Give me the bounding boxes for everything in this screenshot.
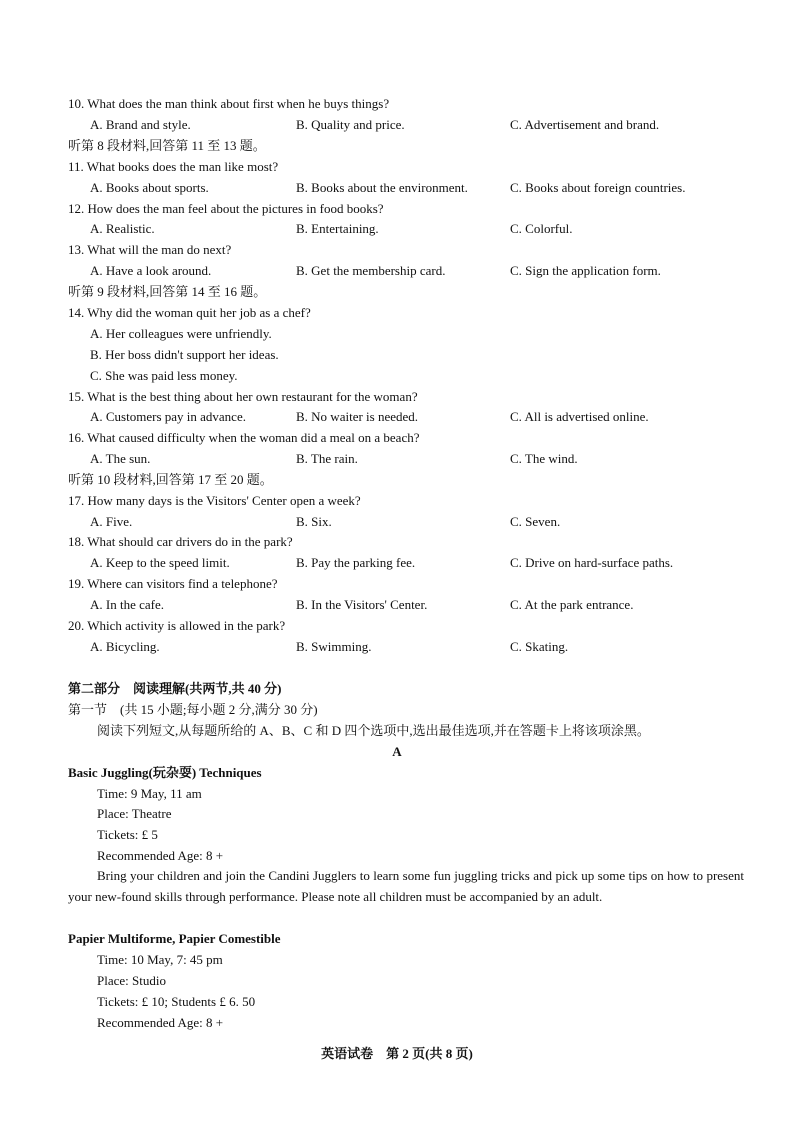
section1-title: 第一节 (共 15 小题;每小题 2 分,满分 30 分) <box>68 702 318 717</box>
q14-option-b: B. Her boss didn't support her ideas. <box>90 347 279 362</box>
event1-age: Recommended Age: 8 + <box>97 848 224 863</box>
q20-option-a: A. Bicycling. <box>90 639 160 654</box>
q19-option-a: A. In the cafe. <box>90 597 164 612</box>
event2-title: Papier Multiforme, Papier Comestible <box>68 931 281 946</box>
q13-option-b: B. Get the membership card. <box>296 263 446 278</box>
q20-option-c: C. Skating. <box>510 639 569 654</box>
q14-option-a: A. Her colleagues were unfriendly. <box>90 326 272 341</box>
q13-option-c: C. Sign the application form. <box>510 263 661 278</box>
question-17: 17. How many days is the Visitors' Center open a week? <box>68 493 361 508</box>
q15-option-c: C. All is advertised online. <box>510 409 649 424</box>
q18-option-b: B. Pay the parking fee. <box>296 555 416 570</box>
q16-option-b: B. The rain. <box>296 451 358 466</box>
q10-option-b: B. Quality and price. <box>296 117 405 132</box>
question-10: 10. What does the man think about first when he buys things? <box>68 96 390 111</box>
q18-option-a: A. Keep to the speed limit. <box>90 555 230 570</box>
q11-option-b: B. Books about the environment. <box>296 180 468 195</box>
instruction-material-9: 听第 9 段材料,回答第 14 至 16 题。 <box>68 284 267 299</box>
q17-option-b: B. Six. <box>296 514 332 529</box>
q12-option-a: A. Realistic. <box>90 221 155 236</box>
question-14: 14. Why did the woman quit her job as a chef? <box>68 305 311 320</box>
q14-option-c: C. She was paid less money. <box>90 368 238 383</box>
question-19: 19. Where can visitors find a telephone? <box>68 576 278 591</box>
q15-option-b: B. No waiter is needed. <box>296 409 419 424</box>
q19-option-b: B. In the Visitors' Center. <box>296 597 428 612</box>
section1-instruction: 阅读下列短文,从每题所给的 A、B、C 和 D 四个选项中,选出最佳选项,并在答题卡上将该项涂黑。 <box>97 723 650 738</box>
event2-age: Recommended Age: 8 + <box>97 1015 224 1030</box>
event1-time: Time: 9 May, 11 am <box>97 786 202 801</box>
passage-letter: A <box>392 744 402 759</box>
q11-option-c: C. Books about foreign countries. <box>510 180 686 195</box>
event1-tickets: Tickets: £ 5 <box>97 827 158 842</box>
q12-option-c: C. Colorful. <box>510 221 573 236</box>
part2-title: 第二部分 阅读理解(共两节,共 40 分) <box>68 681 282 696</box>
event2-time: Time: 10 May, 7: 45 pm <box>97 952 223 967</box>
q12-option-b: B. Entertaining. <box>296 221 379 236</box>
question-13: 13. What will the man do next? <box>68 242 232 257</box>
event1-place: Place: Theatre <box>97 806 172 821</box>
question-16: 16. What caused difficulty when the woman did a meal on a beach? <box>68 430 420 445</box>
event1-title: Basic Juggling(玩杂耍) Techniques <box>68 765 262 780</box>
q17-option-c: C. Seven. <box>510 514 561 529</box>
question-15: 15. What is the best thing about her own restaurant for the woman? <box>68 389 418 404</box>
q13-option-a: A. Have a look around. <box>90 263 212 278</box>
q10-option-a: A. Brand and style. <box>90 117 191 132</box>
q10-option-c: C. Advertisement and brand. <box>510 117 660 132</box>
event1-description: Bring your children and join the Candini Jugglers to learn some fun juggling tricks and pick up some tips on how to present your new-found skills through performance. Please note all children must be accompanied by an adult. <box>68 868 744 904</box>
q17-option-a: A. Five. <box>90 514 133 529</box>
q19-option-c: C. At the park entrance. <box>510 597 634 612</box>
q18-option-c: C. Drive on hard-surface paths. <box>510 555 674 570</box>
instruction-material-10: 听第 10 段材料,回答第 17 至 20 题。 <box>68 472 273 487</box>
question-11: 11. What books does the man like most? <box>68 159 279 174</box>
instruction-material-8: 听第 8 段材料,回答第 11 至 13 题。 <box>68 138 266 153</box>
event2-tickets: Tickets: £ 10; Students £ 6. 50 <box>97 994 256 1009</box>
event2-place: Place: Studio <box>97 973 166 988</box>
q16-option-a: A. The sun. <box>90 451 151 466</box>
q15-option-a: A. Customers pay in advance. <box>90 409 246 424</box>
q16-option-c: C. The wind. <box>510 451 578 466</box>
question-18: 18. What should car drivers do in the park? <box>68 534 293 549</box>
q11-option-a: A. Books about sports. <box>90 180 209 195</box>
question-12: 12. How does the man feel about the pictures in food books? <box>68 201 384 216</box>
page-footer: 英语试卷 第 2 页(共 8 页) <box>321 1046 473 1061</box>
q20-option-b: B. Swimming. <box>296 639 372 654</box>
question-20: 20. Which activity is allowed in the park? <box>68 618 286 633</box>
